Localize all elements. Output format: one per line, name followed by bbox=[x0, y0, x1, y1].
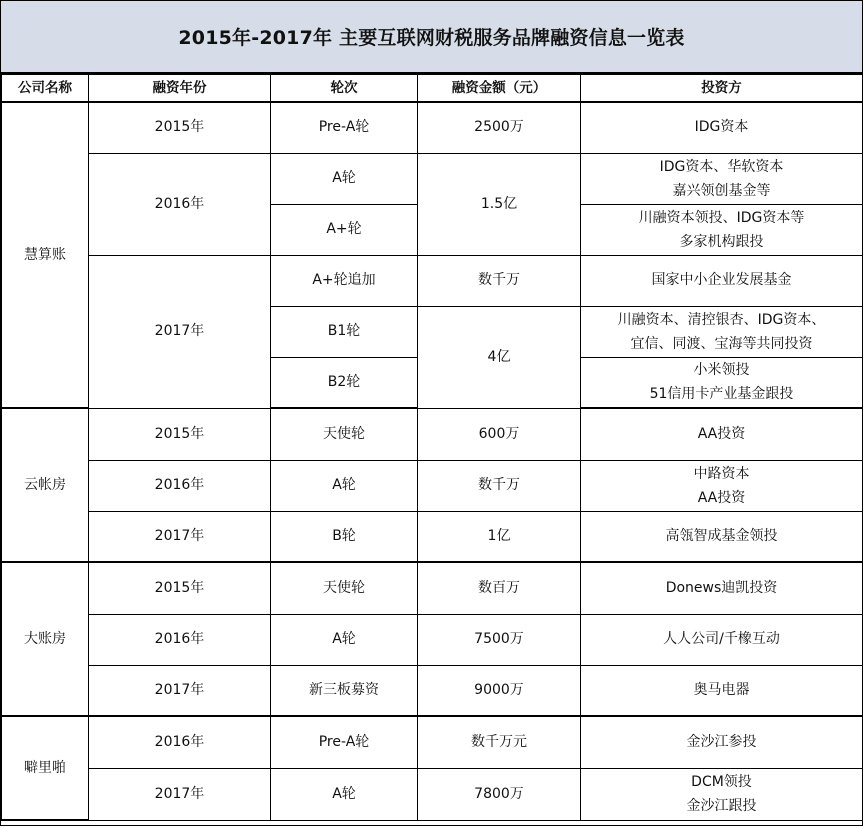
amount-cell: 2500万 bbox=[418, 102, 581, 153]
table-row bbox=[2, 153, 863, 204]
investor-line: 中路资本 bbox=[693, 465, 750, 482]
table-row bbox=[2, 768, 863, 820]
header-row bbox=[2, 75, 863, 103]
investor-line: 金沙江跟投 bbox=[686, 798, 757, 814]
amount-cell: 1亿 bbox=[418, 511, 581, 562]
table-row bbox=[2, 408, 863, 460]
investor-cell bbox=[581, 306, 863, 357]
round-cell: A轮 bbox=[271, 460, 418, 511]
investor-cell: 奥马电器 bbox=[581, 665, 863, 716]
round-cell: A+轮追加 bbox=[271, 255, 418, 306]
investor-cell: 人人公司/千橡互动 bbox=[581, 614, 863, 665]
table-row bbox=[2, 614, 863, 665]
investor-line: 宜信、同渡、宝海等共同投资 bbox=[630, 335, 813, 352]
investor-cell bbox=[581, 768, 863, 820]
investor-cell: Donews迪凯投资 bbox=[581, 562, 863, 614]
table-row bbox=[2, 562, 863, 614]
header-year: 融资年份 bbox=[89, 75, 271, 103]
company-cell: 噼里啪 bbox=[2, 716, 89, 820]
header-company: 公司名称 bbox=[2, 75, 89, 103]
year-cell: 2015年 bbox=[89, 562, 271, 614]
round-cell: Pre-A轮 bbox=[271, 716, 418, 768]
investor-line: AA投资 bbox=[697, 489, 746, 506]
investor-line: IDG资本、华软资本 bbox=[659, 158, 784, 175]
amount-cell: 7500万 bbox=[418, 614, 581, 665]
round-cell: 天使轮 bbox=[271, 408, 418, 460]
investor-line: 川融资本、清控银杏、IDG资本、 bbox=[617, 311, 826, 328]
round-cell: B2轮 bbox=[271, 357, 418, 408]
investor-cell: 国家中小企业发展基金 bbox=[581, 255, 863, 306]
financing-table bbox=[1, 74, 863, 821]
table-title: 2015年-2017年 主要互联网财税服务品牌融资信息一览表 bbox=[178, 27, 685, 49]
investor-cell bbox=[581, 153, 863, 204]
round-cell: A轮 bbox=[271, 614, 418, 665]
investor-line: 川融资本领投、IDG资本等 bbox=[638, 209, 805, 226]
investor-line: 51信用卡产业基金跟投 bbox=[649, 386, 794, 403]
investor-cell: 高瓴智成基金领投 bbox=[581, 511, 863, 562]
amount-cell: 600万 bbox=[418, 408, 581, 460]
year-cell: 2016年 bbox=[89, 716, 271, 768]
amount-cell: 1.5亿 bbox=[418, 153, 581, 255]
table-row bbox=[2, 460, 863, 511]
table-row bbox=[2, 102, 863, 153]
table-row bbox=[2, 665, 863, 716]
investor-line: 多家机构跟投 bbox=[679, 233, 764, 250]
investor-cell bbox=[581, 460, 863, 511]
year-cell: 2016年 bbox=[89, 460, 271, 511]
round-cell: 新三板募资 bbox=[271, 665, 418, 716]
header-amount: 融资金额（元） bbox=[418, 75, 581, 103]
year-cell: 2016年 bbox=[89, 614, 271, 665]
year-cell: 2017年 bbox=[89, 255, 271, 408]
table-row bbox=[2, 716, 863, 768]
year-cell: 2017年 bbox=[89, 665, 271, 716]
investor-cell bbox=[581, 204, 863, 255]
company-cell: 云帐房 bbox=[2, 408, 89, 562]
investor-cell: 金沙江参投 bbox=[581, 716, 863, 768]
investor-line: 嘉兴领创基金等 bbox=[672, 182, 771, 199]
round-cell: 天使轮 bbox=[271, 562, 418, 614]
round-cell: A轮 bbox=[271, 768, 418, 820]
year-cell: 2015年 bbox=[89, 102, 271, 153]
amount-cell: 数千万 bbox=[418, 460, 581, 511]
table-row bbox=[2, 511, 863, 562]
round-cell: B轮 bbox=[271, 511, 418, 562]
investor-cell: IDG资本 bbox=[581, 102, 863, 153]
year-cell: 2016年 bbox=[89, 153, 271, 255]
table-row bbox=[2, 255, 863, 306]
year-cell: 2017年 bbox=[89, 511, 271, 562]
round-cell: A轮 bbox=[271, 153, 418, 204]
table-title-bar bbox=[1, 1, 862, 74]
amount-cell: 数千万 bbox=[418, 255, 581, 306]
investor-line: DCM领投 bbox=[691, 774, 752, 790]
amount-cell: 7800万 bbox=[418, 768, 581, 820]
amount-cell: 4亿 bbox=[418, 306, 581, 408]
round-cell: Pre-A轮 bbox=[271, 102, 418, 153]
header-investor: 投资方 bbox=[581, 75, 863, 103]
company-cell: 慧算账 bbox=[2, 102, 89, 408]
company-cell: 大账房 bbox=[2, 562, 89, 716]
investor-cell: AA投资 bbox=[581, 408, 863, 460]
amount-cell: 数千万元 bbox=[418, 716, 581, 768]
header-round: 轮次 bbox=[271, 75, 418, 103]
investor-line: 小米领投 bbox=[693, 362, 750, 379]
round-cell: A+轮 bbox=[271, 204, 418, 255]
year-cell: 2017年 bbox=[89, 768, 271, 820]
year-cell: 2015年 bbox=[89, 408, 271, 460]
investor-cell bbox=[581, 357, 863, 408]
amount-cell: 数百万 bbox=[418, 562, 581, 614]
amount-cell: 9000万 bbox=[418, 665, 581, 716]
round-cell: B1轮 bbox=[271, 306, 418, 357]
